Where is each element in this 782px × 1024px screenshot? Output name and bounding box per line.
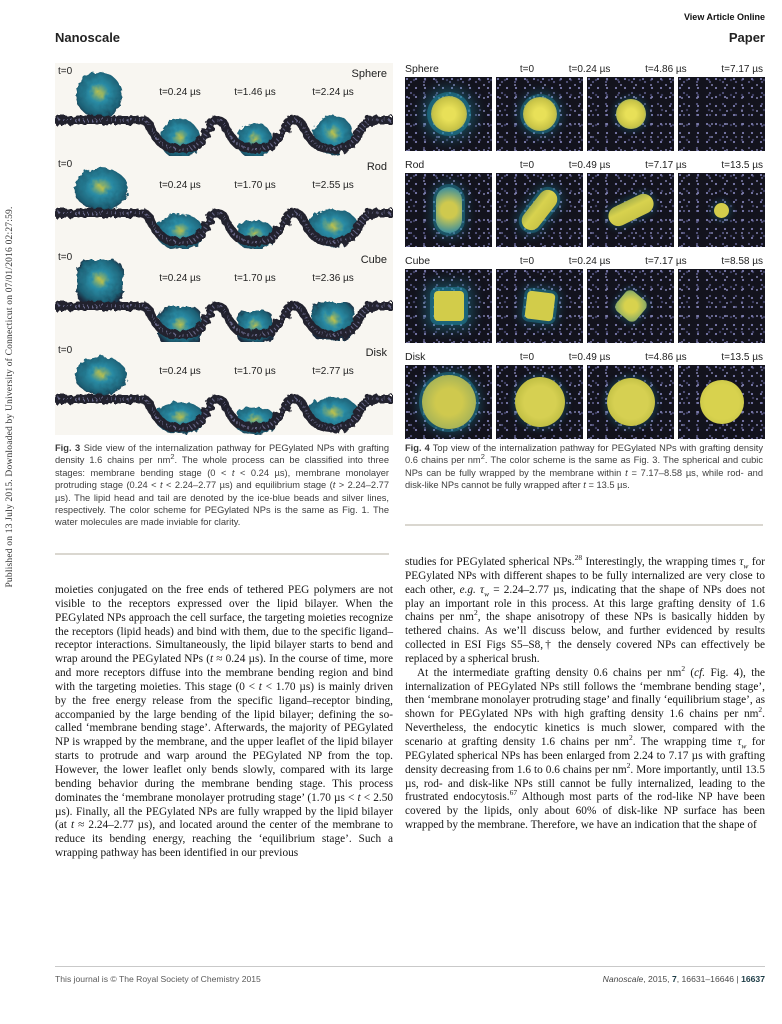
time-label: t=1.46 µs — [234, 87, 276, 98]
time-label: t=2.77 µs — [312, 366, 354, 377]
figure-4-image — [405, 60, 765, 444]
simulation-panel — [678, 77, 765, 151]
time-label: t=0 — [519, 352, 535, 363]
time-label: t=4.86 µs — [645, 352, 687, 363]
shape-label: Sphere — [405, 63, 439, 75]
journal-name: Nanoscale — [55, 30, 121, 45]
body-column-left — [55, 584, 393, 861]
nanoparticle-graphic — [700, 380, 744, 424]
time-label: t=2.36 µs — [312, 273, 354, 284]
time-label: t=0.24 µs — [568, 256, 611, 267]
figure-3-image — [55, 63, 393, 435]
time-label: t=2.24 µs — [312, 87, 354, 98]
time-label: t=0.24 µs — [159, 366, 201, 377]
simulation-panel — [405, 173, 492, 247]
shape-label: Rod — [405, 159, 425, 171]
time-label: t=13.5 µs — [721, 160, 763, 171]
simulation-panel — [587, 173, 674, 247]
simulation-panel — [496, 365, 583, 439]
time-label: t=1.70 µs — [234, 273, 276, 284]
time-label: t=0 — [519, 64, 535, 75]
time-label: t=7.17 µs — [645, 256, 687, 267]
nanoparticle-graphic — [714, 203, 729, 218]
download-provenance-sidebar: Published on 13 July 2015. Downloaded by University of Connecticut on 07/01/2016 02:27:59. — [5, 206, 15, 588]
time-label: t=0.49 µs — [568, 160, 611, 171]
nanoparticle-graphic — [436, 187, 462, 233]
fig3-cube-rendering — [55, 249, 393, 342]
simulation-panel — [496, 77, 583, 151]
time-label: t=0.24 µs — [159, 180, 201, 191]
fig3-disk-rendering — [55, 342, 393, 435]
simulation-panel — [678, 173, 765, 247]
nanoparticle-graphic — [431, 96, 467, 132]
nanoparticle-graphic — [422, 375, 476, 429]
time-label: t=1.70 µs — [234, 366, 276, 377]
fig4-row-disk — [405, 348, 765, 439]
shape-label: Rod — [366, 161, 387, 173]
simulation-panel — [405, 269, 492, 343]
simulation-panel — [496, 173, 583, 247]
simulation-panel — [587, 365, 674, 439]
article-type-label: Paper — [728, 30, 765, 45]
shape-label: Cube — [360, 254, 387, 266]
fig3-row-rod — [55, 156, 393, 249]
time-label: t=0 — [58, 345, 73, 356]
simulation-panel — [587, 269, 674, 343]
time-label: t=7.17 µs — [645, 160, 687, 171]
caption-divider — [55, 553, 389, 555]
fig4-row-rod — [405, 156, 765, 247]
nanoparticle-graphic — [434, 291, 464, 321]
body-paragraph: moieties conjugated on the free ends of tethered PEG polymers are not visible to the receptors expressed over the lipid bilayer. When the PEGylated NPs approach the cell surface, the targeting moieties recognize the receptors (lipid heads) and bind with them, due to the specific ligand–receptor interactions. Simultaneously, the lipid bilayer starts to bend and wrap around the PEGylated NPs (t ≈ 0.24 µs). In the course of time, more and more receptors diffuse into the membrane bending region and bind with the targeting moieties. This stage (0 < t < 1.70 µs) is mainly driven by the free energy release from the specific ligand–receptor binding, accompanied by the large bending of the lipid bilayer; defining the so-called ‘membrane bending stage’. Afterwards, the majority of PEGylated NP is wrapped by the membrane, and the upper leaflet of the lipid bilayer starts to protrude and warp around the PEGylated NP from the top. However, the lower leaflet only bends slowly, compared with its large bending behavior during the membrane bending stage. This process dominates the ‘membrane monolayer protruding stage’ (1.70 µs < t < 2.50 µs). Finally, all the PEGylated NPs are fully wrapped by the lipid bilayer (at t ≈ 2.24–2.77 µs), and located around the center of the membrane to reduce its bending energy, reaching the ‘equilibrium stage’. Such a wrapping pathway has been identified in our previous — [55, 584, 393, 860]
shape-label: Sphere — [351, 68, 387, 80]
fig3-rod-rendering — [55, 156, 393, 249]
simulation-panel — [496, 269, 583, 343]
shape-label: Cube — [405, 255, 431, 267]
figure-4-caption: Fig. 4 Top view of the internalization pathway for PEGylated NPs with grafting density 0.6 chains per $nm^2$. The color scheme is the same as Fig. 3. The spherical and cubic NPs can be fully wrapped by the membrane within t = 7.17–8.58 µs, while rod- and disk-like NPs cannot be fully wrapped after t = 13.5 µs. — [405, 443, 763, 491]
time-label: t=0.24 µs — [159, 87, 201, 98]
body-column-right — [405, 553, 766, 833]
simulation-panel — [678, 269, 765, 343]
time-label: t=0 — [58, 66, 73, 77]
nanoparticle-graphic — [515, 377, 565, 427]
nanoparticle-graphic — [607, 378, 655, 426]
simulation-panel — [405, 365, 492, 439]
fig4-row-sphere — [405, 60, 765, 151]
simulation-panel — [678, 365, 765, 439]
caption-divider — [405, 524, 763, 526]
fig3-row-sphere — [55, 63, 393, 156]
view-article-online-link[interactable]: View Article Online — [683, 12, 765, 22]
footer-divider — [55, 966, 765, 967]
nanoparticle-graphic — [518, 186, 561, 234]
time-label: t=0.24 µs — [568, 64, 611, 75]
body-paragraph: At the intermediate grafting density 0.6 chains per $nm^2$ (cf. Fig. 4), the internalization of PEGylated NPs still follows the ‘membrane bending stage’, then ‘membrane monolayer protruding stage’ and finally ‘equilibrium stage’, as shown for PEGylated NPs with high grafting density 1.6 chains per $nm^2$. Nevertheless, the endocytic kinetics is much slower, compared with the scenario at grafting density 1.6 chains per $nm^2$. The wrapping time $\tau_w$ for PEGylated spherical NPs has been enlarged from 2.24 to 7.17 µs with grafting density decreasing from 1.6 to 0.6 chains per $nm^2$. More importantly, until 13.5 µs, rod- and disk-like NPs still cannot be fully internalized, leading to the frustrated endocytosis.$^{67}$ Although most parts of the rod-like NP have been covered by the lipids, only about 60% of disk-like NP surface has been wrapped by the membrane. Therefore, we have an indication that the shape of — [405, 663, 766, 832]
shape-label: Disk — [365, 347, 387, 359]
time-label: t=0 — [519, 160, 535, 171]
nanoparticle-graphic — [612, 288, 649, 325]
fig4-row-cube — [405, 252, 765, 343]
time-label: t=0 — [58, 252, 73, 263]
shape-label: Disk — [405, 351, 426, 363]
time-label: t=7.17 µs — [721, 64, 763, 75]
fig3-row-cube — [55, 249, 393, 342]
footer-citation: Nanoscale, 2015, 7, 16631–16646 | 16637 — [602, 974, 765, 984]
nanoparticle-graphic — [524, 290, 555, 321]
time-label: t=2.55 µs — [312, 180, 354, 191]
time-label: t=0 — [58, 159, 73, 170]
body-paragraph: studies for PEGylated spherical NPs.$^{28}$ Interestingly, the wrapping times $\tau_w$ for PEGylated NPs with different shapes to be fully internalized are very close to each other, e.g. $\tau_w = 2.24-2.77$ µs, indicating that the shape of NPs does not play an important role in this process. At this large grafting density of 1.6 chains per $nm^2$, the shape anisotropy of these NPs is basically hidden by tethered chains. As we’ll discuss below, and further evidenced by results collected in ESI Figs S5–S8,† the densely covered NPs can effectively be replaced by a spherical brush. — [405, 553, 765, 665]
nanoparticle-graphic — [616, 99, 646, 129]
time-label: t=0 — [519, 256, 535, 267]
time-label: t=8.58 µs — [721, 256, 763, 267]
time-label: t=1.70 µs — [234, 180, 276, 191]
time-label: t=0.49 µs — [568, 352, 611, 363]
time-label: t=0.24 µs — [159, 273, 201, 284]
footer-copyright: This journal is © The Royal Society of Chemistry 2015 — [55, 974, 261, 984]
simulation-panel — [587, 77, 674, 151]
simulation-panel — [405, 77, 492, 151]
fig3-sphere-rendering — [55, 63, 393, 156]
time-label: t=4.86 µs — [645, 64, 687, 75]
nanoparticle-graphic — [605, 190, 657, 229]
time-label: t=13.5 µs — [721, 352, 763, 363]
nanoparticle-graphic — [523, 97, 557, 131]
figure-3-caption: Fig. 3 Side view of the internalization pathway for PEGylated NPs with grafting density 1.6 chains per $nm^2$. The whole process can be classified into three stages: membrane bending stage (0 < t < 0.24 µs), membrane monolayer protruding stage (0.24 < t < 2.24–2.77 µs) and equilibrium stage (t > 2.24–2.77 µs). The lipid head and tail are denoted by the ice-blue beads and silver lines, respectively. The color scheme for PEGylated NPs is the same as Fig. 1. The water molecules are made inviable for clarity. — [55, 443, 390, 528]
fig3-row-disk — [55, 342, 393, 435]
